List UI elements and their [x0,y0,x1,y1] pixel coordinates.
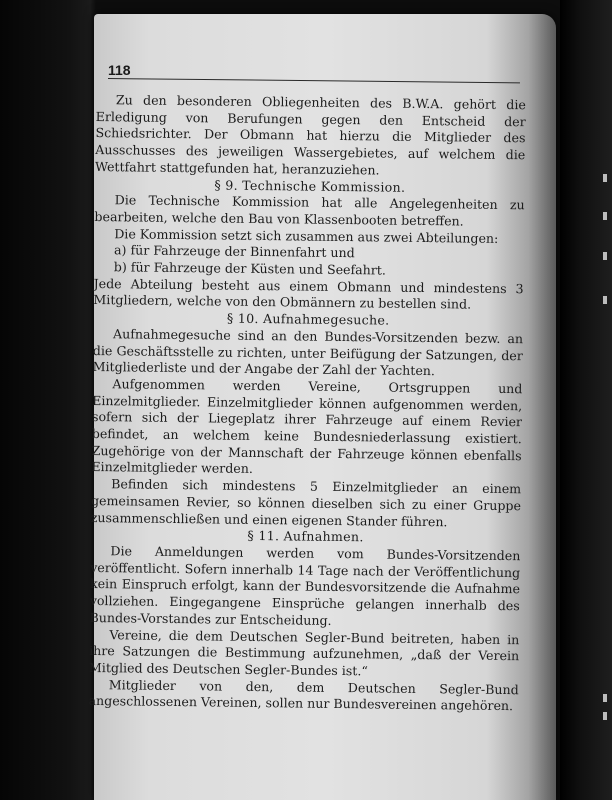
section-11-paragraph: Vereine, die dem Deutschen Segler-Bund beitreten, haben in ihre Satzungen die Bestimmung aufzunehmen, „daß der Verein Mitglied des Deutschen Segler-Bundes ist.“ [88,626,520,679]
section-9-heading: § 9. Technische Kommission. [214,176,406,195]
section-11-heading: § 11. Aufnahmen. [247,528,364,545]
section-9-list-item-a: a) für Fahrzeuge der Binnenfahrt und [113,242,355,261]
section-9-paragraph: Die Kommission setzt sich zusammen aus zwei Abteilungen: [114,225,499,246]
section-9-paragraph: Die Technische Kommission hat alle Angelegenheiten zu bearbeiten, welche den Bau von Klassenbooten betreffen. [94,192,525,229]
facing-page-text-fragment [603,296,607,304]
facing-page-text-fragment [603,174,607,182]
section-10-paragraph: Befinden sich mindestens 5 Einzelmitglieder an einem gemeinsamen Revier, so können dieselben sich zu einer Gruppe zusammenschließen und einen eigenen Stander führen. [90,476,522,529]
facing-page-text-fragment [603,694,607,702]
facing-page-edge [560,0,612,800]
page-body [88,92,526,715]
section-10-paragraph: Aufnahmegesuche sind an den Bundes-Vorsitzenden bezw. an die Geschäftsstelle zu richten, unter Beifügung der Satzungen, der Mitgliederliste und der Angabe der Zahl der Yachten. [92,326,524,379]
facing-page-text-fragment [603,252,607,260]
section-10-paragraph: Aufgenommen werden Vereine, Ortsgruppen und Einzelmitglieder. Einzelmitglieder können aufgenommen werden, sofern sich der Liegeplatz ihrer Fahrzeuge auf einem Revier befindet, an welchem keine Bundesniederlassung existiert. Zugehörige von der Mannschaft der Fahrzeuge können ebenfalls Einzelmitglieder werden. [91,376,523,477]
facing-page-text-fragment [603,712,607,720]
section-9-list-item-b: b) für Fahrzeuge der Küsten und Seefahrt. [113,259,387,278]
page-number: 118 [108,62,131,78]
section-10-heading: § 10. Aufnahmegesuche. [226,310,390,328]
section-11-paragraph: Mitglieder von den, dem Deutschen Segler-Bund angeschlossenen Vereinen, sollen nur Bundesvereinen angehören. [88,676,519,714]
intro-paragraph: Zu den besonderen Obliegenheiten des B.W.A. gehört die Erledigung von Berufungen gegen den Entscheid der Schiedsrichter. Der Obmann hat hierzu die Mitglieder des Ausschusses des jeweiligen Wassergebietes, auf welchem die Wettfahrt stattgefunden hat, heranzuziehen. [95,92,526,178]
facing-page-text-fragment [603,212,607,220]
section-11-paragraph: Die Anmeldungen werden vom Bundes-Vorsitzenden veröffentlicht. Sofern innerhalb 14 Tage nach der Veröffentlichung kein Einspruch erfolgt, kann der Bundesvorsitzende die Aufnahme vollziehen. Eingegangene Einsprüche gelangen innerhalb des Bundes-Vorstandes zur Entscheidung. [89,543,521,628]
section-9-paragraph: Jede Abteilung besteht aus einem Obmann und mindestens 3 Mitgliedern, welche von den Obmännern zu bestellen sind. [93,275,524,313]
